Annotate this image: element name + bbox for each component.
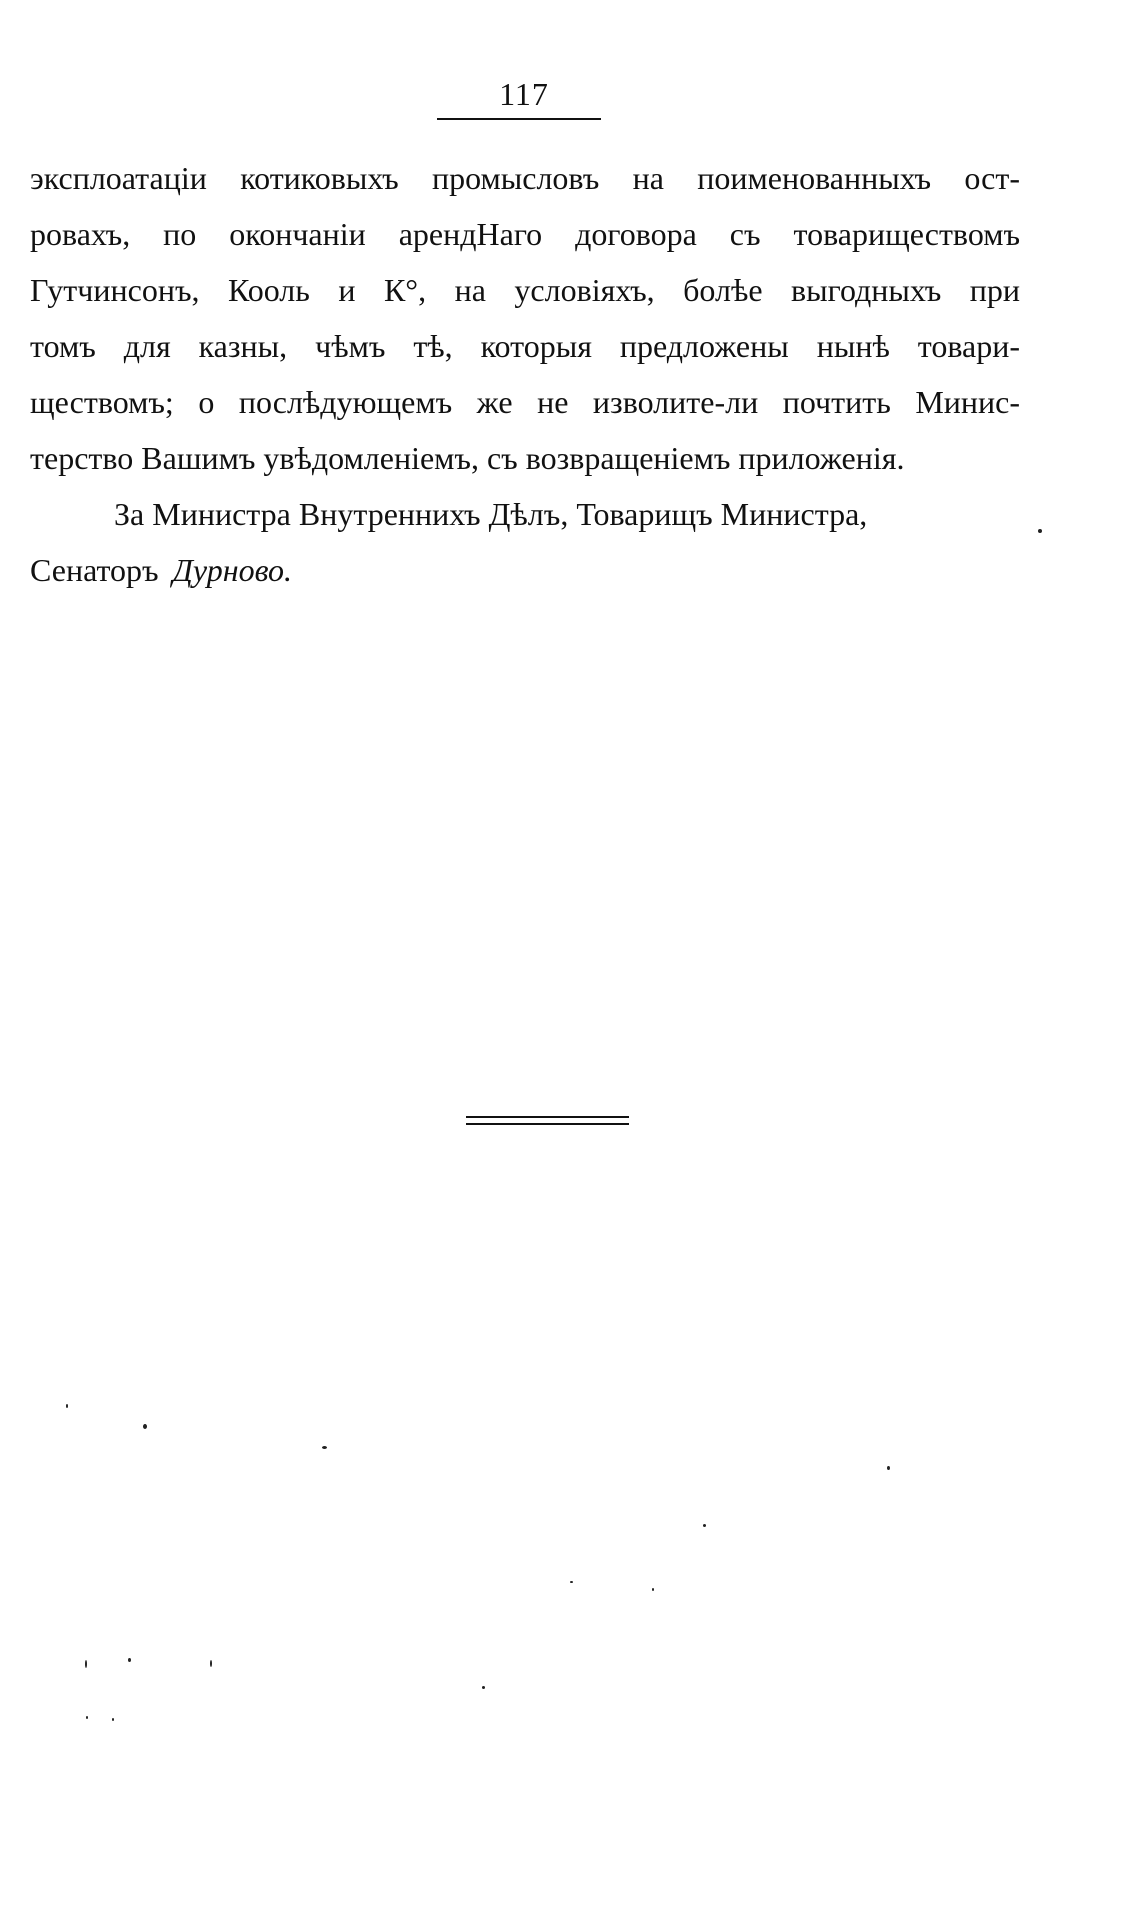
text-line: эксплоатаціи котиковыхъ промысловъ на поименованныхъ ост- (30, 160, 1020, 196)
text-line: томъ для казны, чѣмъ тѣ, которыя предложены нынѣ товари- (30, 328, 1020, 364)
scan-speck (887, 1466, 890, 1470)
letter-body (30, 150, 1020, 598)
scan-speck (85, 1660, 87, 1668)
scan-speck (322, 1446, 327, 1449)
signature-prefix: Сенаторъ (30, 552, 159, 588)
page-number: 117 (499, 76, 549, 112)
scan-speck (128, 1658, 131, 1662)
scan-speck (1038, 529, 1042, 533)
scan-speck (570, 1581, 573, 1583)
scan-speck (210, 1660, 212, 1667)
text-line: Гутчинсонъ, Кооль и К°, на условіяхъ, болѣе выгодныхъ при (30, 272, 1020, 308)
scan-speck (482, 1686, 485, 1689)
signature-name: Дурново. (172, 552, 293, 588)
signature-line (30, 542, 1020, 598)
text-line: ровахъ, по окончаніи арендНаго договора съ товариществомъ (30, 216, 1020, 252)
scan-speck (66, 1404, 68, 1408)
scan-speck (143, 1424, 147, 1429)
text-line: ществомъ; о послѣдующемъ же не изволите-ли почтить Минис- (30, 384, 1020, 420)
scan-speck (86, 1716, 88, 1719)
scan-speck (703, 1524, 706, 1527)
closing-double-rule (466, 1116, 629, 1125)
scan-speck (112, 1718, 114, 1721)
header-rule (437, 118, 601, 120)
scan-speck (652, 1588, 654, 1591)
text-line: терство Вашимъ увѣдомленіемъ, съ возвращеніемъ приложенія. (30, 440, 905, 476)
signatory-title-line: За Министра Внутреннихъ Дѣлъ, Товарищъ Министра, (114, 496, 868, 532)
